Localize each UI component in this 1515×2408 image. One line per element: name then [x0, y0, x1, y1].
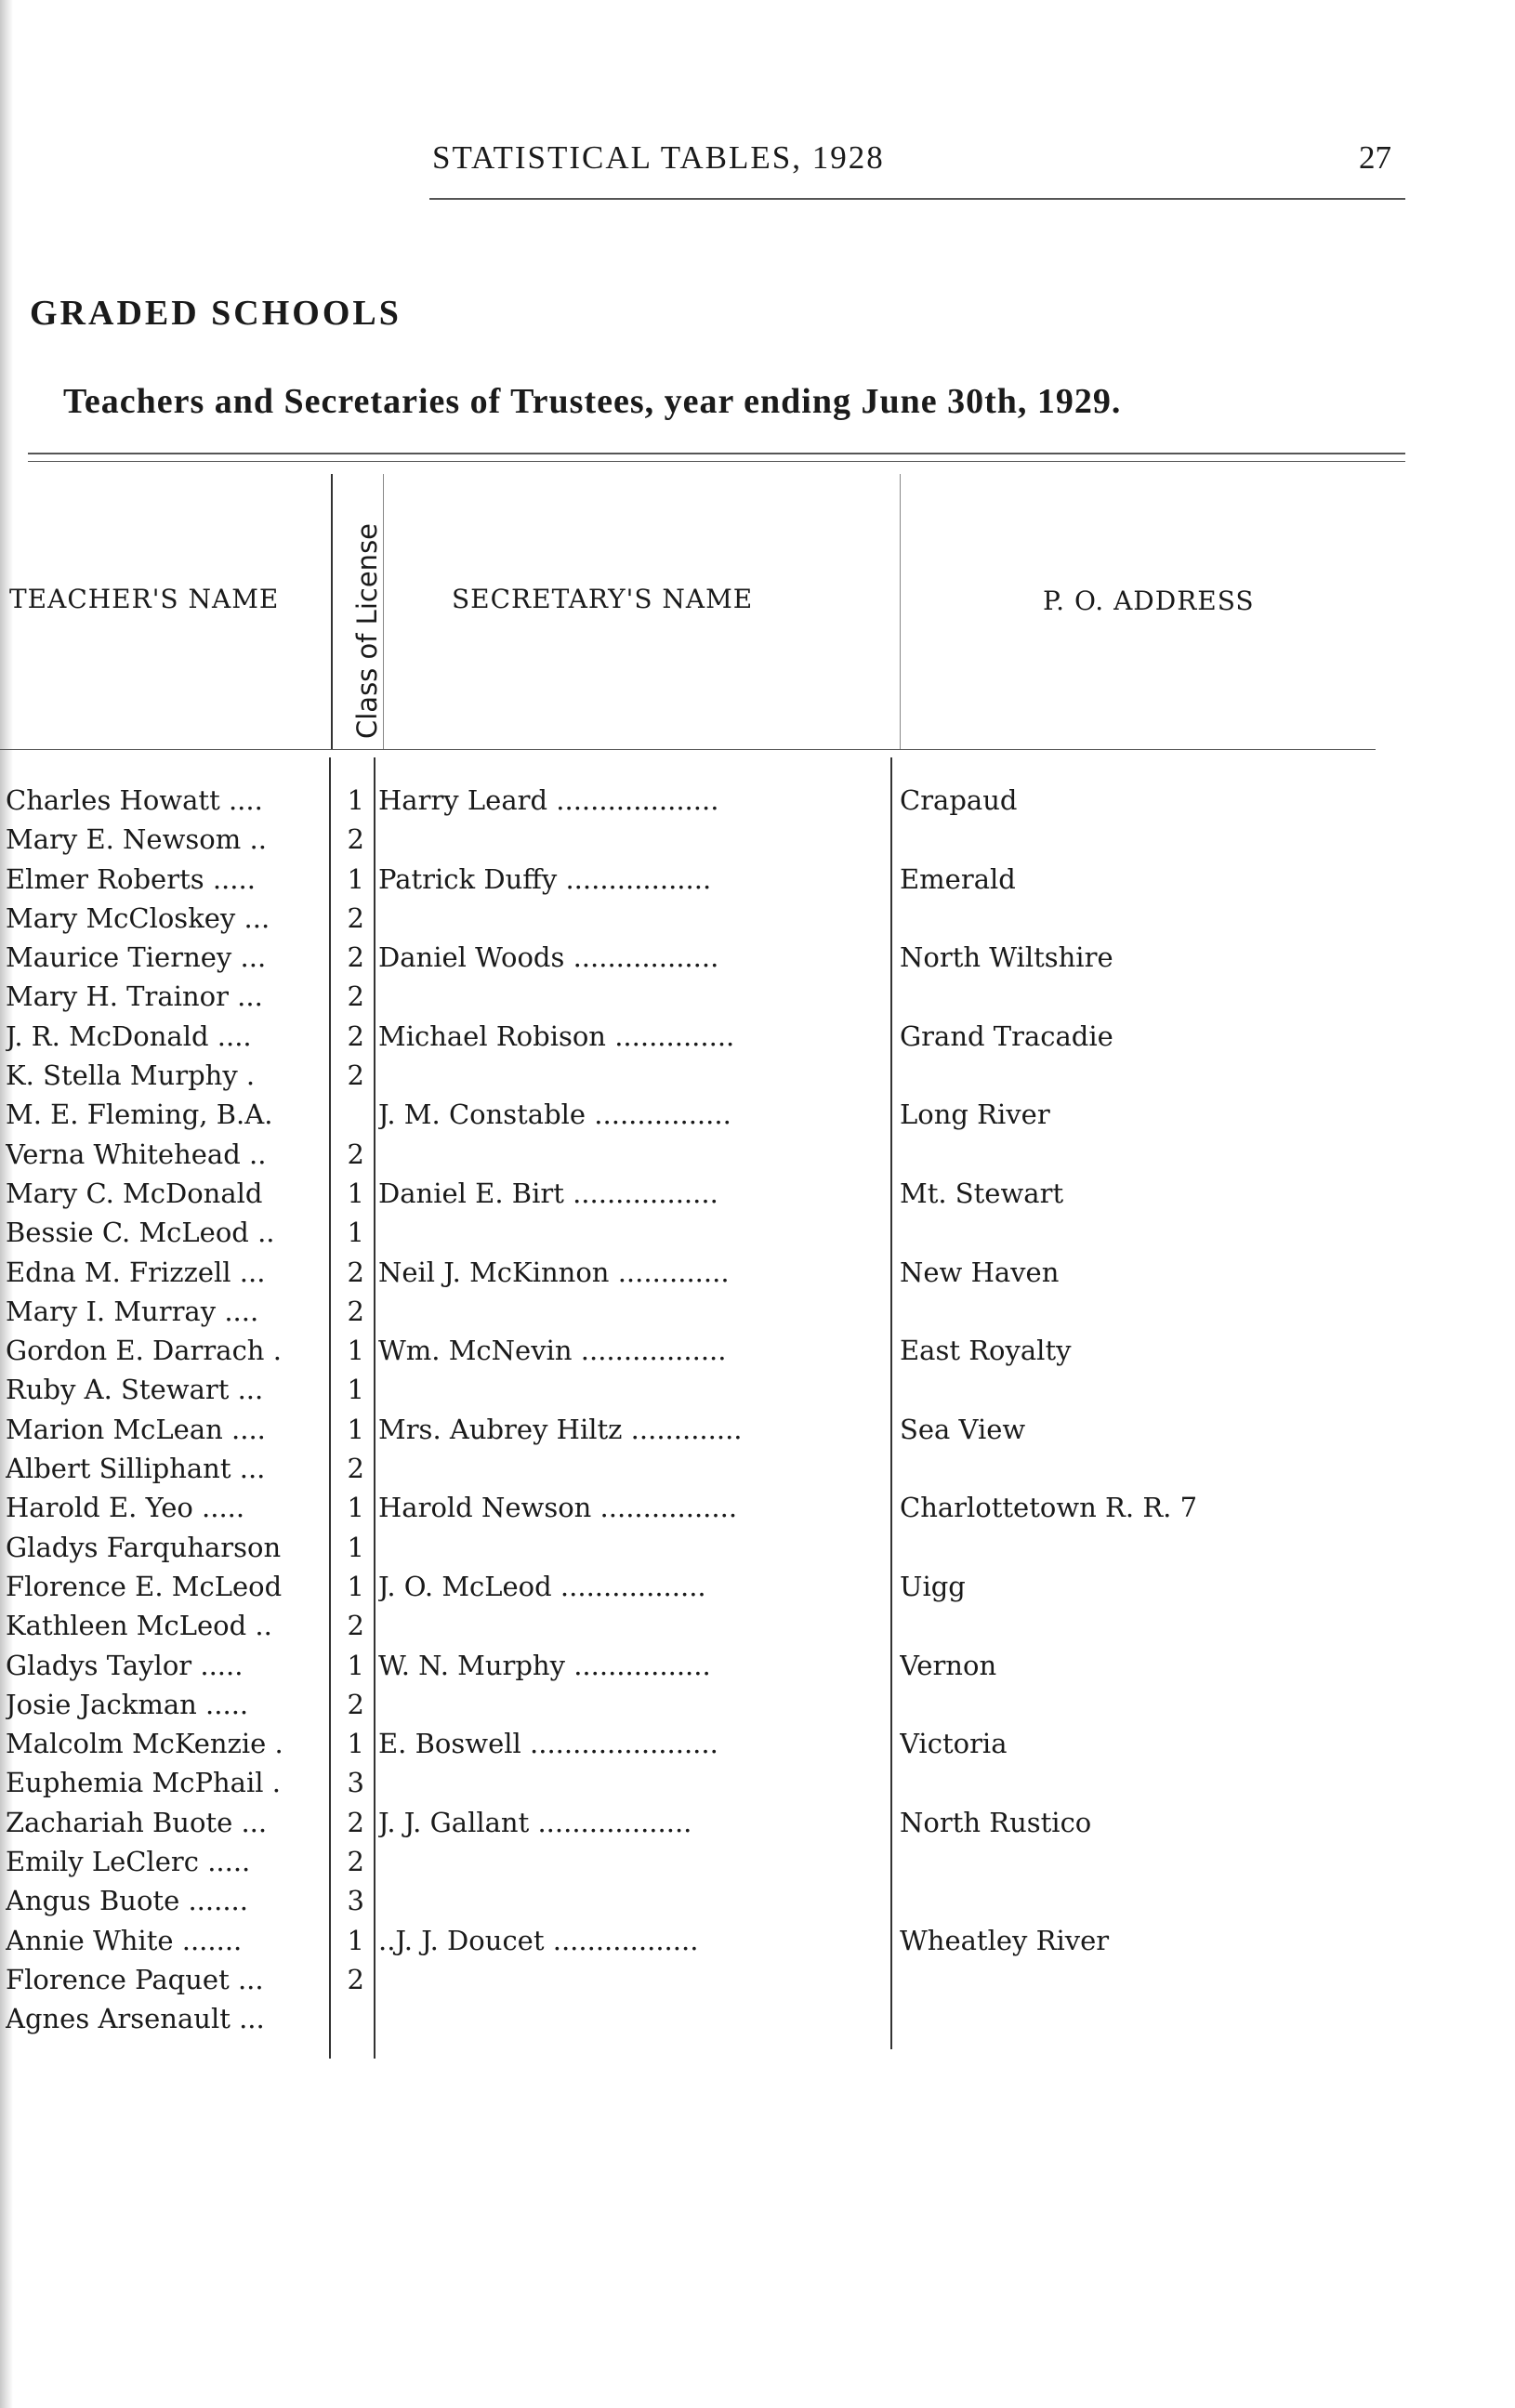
class-of-license-cell: 2	[347, 1020, 364, 1052]
teacher-name-cell: Kathleen McLeod ..	[6, 1610, 272, 1642]
secretary-name-cell: Daniel E. Birt .................	[378, 1177, 718, 1209]
table-row	[0, 1803, 1515, 1842]
teacher-name-cell: Bessie C. McLeod ..	[6, 1217, 275, 1249]
po-address-cell	[900, 1842, 1290, 1881]
secretary-name-cell: W. N. Murphy ................	[378, 1649, 711, 1681]
po-address-cell	[900, 1960, 1290, 1999]
class-of-license-cell: 1	[347, 1413, 364, 1445]
class-of-license-cell: 1	[347, 1177, 364, 1209]
teachers-table-body	[0, 781, 1515, 2039]
class-of-license-cell: 2	[347, 980, 364, 1013]
class-of-license-cell: 1	[347, 1335, 364, 1367]
teacher-name-cell: Mary McCloskey ...	[6, 901, 270, 934]
secretary-name-cell: Patrick Duffy .................	[378, 862, 712, 895]
class-of-license-cell: 1	[347, 1728, 364, 1760]
po-address-cell	[900, 1763, 1290, 1802]
class-of-license-cell: 1	[347, 1570, 364, 1602]
secretary-name-cell	[378, 1763, 885, 1802]
table-row	[0, 1763, 1515, 1802]
table-row	[0, 1646, 1515, 1685]
secretary-name-cell: Wm. McNevin .................	[378, 1335, 727, 1367]
class-of-license-cell: 1	[347, 862, 364, 895]
table-row	[0, 1253, 1515, 1292]
teacher-name-cell: M. E. Fleming, B.A.	[6, 1099, 273, 1131]
po-address-cell: Grand Tracadie	[900, 1020, 1113, 1052]
po-address-cell	[900, 899, 1290, 938]
po-address-cell	[900, 1213, 1290, 1252]
secretary-name-cell: J. J. Gallant ..................	[378, 1806, 692, 1838]
po-address-cell: Vernon	[900, 1649, 997, 1681]
class-of-license-cell: 2	[347, 1295, 364, 1327]
teacher-name-cell: K. Stella Murphy .	[6, 1059, 256, 1092]
running-head: STATISTICAL TABLES, 1928	[432, 139, 885, 176]
secretary-name-cell	[378, 1292, 885, 1331]
table-top-rule-2	[28, 461, 1405, 462]
class-of-license-cell: 2	[347, 823, 364, 856]
secretary-name-cell	[378, 977, 885, 1016]
po-address-cell: Victoria	[900, 1728, 1008, 1760]
po-address-cell	[900, 1056, 1290, 1095]
table-row	[0, 1999, 1515, 2038]
table-row	[0, 899, 1515, 938]
po-address-cell	[900, 820, 1290, 859]
class-of-license-cell: 1	[347, 1492, 364, 1524]
table-row	[0, 1488, 1515, 1527]
teacher-name-cell: Ruby A. Stewart ...	[6, 1374, 264, 1406]
class-of-license-cell: 3	[347, 1885, 364, 1917]
table-row	[0, 1213, 1515, 1252]
teacher-name-cell: Gordon E. Darrach .	[6, 1335, 282, 1367]
secretary-name-cell	[378, 1449, 885, 1488]
secretary-name-cell	[378, 1528, 885, 1567]
column-divider-3	[900, 474, 901, 749]
po-address-cell	[900, 1135, 1290, 1174]
secretary-name-cell: J. M. Constable ................	[378, 1099, 731, 1131]
teacher-name-cell: Gladys Farquharson	[6, 1531, 282, 1563]
class-of-license-cell: 2	[347, 1806, 364, 1838]
po-address-cell	[900, 977, 1290, 1016]
section-title: GRADED SCHOOLS	[30, 294, 402, 333]
class-of-license-cell: 2	[347, 1059, 364, 1092]
po-address-cell: East Royalty	[900, 1335, 1072, 1367]
class-of-license-cell: 1	[347, 1217, 364, 1249]
po-address-cell	[900, 1881, 1290, 1920]
secretary-name-cell: Harold Newson ................	[378, 1492, 738, 1524]
teacher-name-cell: Florence Paquet ...	[6, 1963, 264, 1995]
secretary-name-cell: Daniel Woods .................	[378, 941, 719, 974]
po-address-cell: Emerald	[900, 862, 1016, 895]
po-address-cell: Crapaud	[900, 784, 1018, 816]
page-number: 27	[1359, 139, 1391, 176]
teacher-name-cell: J. R. McDonald ....	[6, 1020, 252, 1052]
class-of-license-cell: 3	[347, 1767, 364, 1799]
po-address-cell: North Wiltshire	[900, 941, 1113, 974]
class-of-license-cell: 2	[347, 1610, 364, 1642]
secretary-name-cell	[378, 1606, 885, 1645]
table-row	[0, 1921, 1515, 1960]
class-of-license-cell: 1	[347, 1649, 364, 1681]
class-of-license-cell: 2	[347, 1256, 364, 1288]
po-address-cell	[900, 1999, 1290, 2038]
po-address-cell	[900, 1528, 1290, 1567]
column-divider-2	[383, 474, 384, 749]
secretary-name-cell	[378, 899, 885, 938]
po-address-cell	[900, 1292, 1290, 1331]
po-address-cell: Long River	[900, 1099, 1050, 1131]
table-row	[0, 1292, 1515, 1331]
teacher-name-cell: Agnes Arsenault ...	[6, 2003, 265, 2035]
table-row	[0, 820, 1515, 859]
po-address-cell	[900, 1370, 1290, 1409]
table-row	[0, 1017, 1515, 1056]
table-row	[0, 1606, 1515, 1645]
teacher-name-cell: Verna Whitehead ..	[6, 1138, 267, 1170]
class-of-license-cell	[327, 1095, 364, 1134]
table-row	[0, 1410, 1515, 1449]
class-of-license-cell: 2	[347, 1138, 364, 1170]
po-address-cell	[900, 1685, 1290, 1724]
table-row	[0, 860, 1515, 899]
po-address-cell: Uigg	[900, 1570, 966, 1602]
table-row	[0, 1685, 1515, 1724]
secretary-name-cell	[378, 1213, 885, 1252]
teacher-name-cell: Mary H. Trainor ...	[6, 980, 263, 1013]
po-address-cell: Charlottetown R. R. 7	[900, 1492, 1198, 1524]
table-row	[0, 1331, 1515, 1370]
secretary-name-cell: Michael Robison ..............	[378, 1020, 735, 1052]
class-of-license-cell: 2	[347, 901, 364, 934]
secretary-name-cell: Mrs. Aubrey Hiltz .............	[378, 1413, 743, 1445]
class-of-license-cell: 1	[347, 1531, 364, 1563]
table-row	[0, 781, 1515, 820]
table-row	[0, 1370, 1515, 1409]
table-row	[0, 938, 1515, 977]
secretary-name-cell	[378, 1135, 885, 1174]
teacher-name-cell: Malcolm McKenzie .	[6, 1728, 283, 1760]
table-top-rule	[28, 453, 1405, 454]
class-of-license-cell: 2	[347, 1453, 364, 1485]
teacher-name-cell: Mary I. Murray ....	[6, 1295, 259, 1327]
table-row	[0, 1881, 1515, 1920]
secretary-name-cell	[378, 1960, 885, 1999]
secretary-name-cell: J. O. McLeod .................	[378, 1570, 706, 1602]
table-row	[0, 1724, 1515, 1763]
class-of-license-cell: 2	[347, 1688, 364, 1720]
table-row	[0, 1842, 1515, 1881]
po-address-cell: Sea View	[900, 1413, 1026, 1445]
teacher-name-cell: Josie Jackman .....	[6, 1688, 249, 1720]
teacher-name-cell: Albert Silliphant ...	[6, 1453, 266, 1485]
class-of-license-cell: 1	[347, 784, 364, 816]
table-subtitle: Teachers and Secretaries of Trustees, year ending June 30th, 1929.	[63, 382, 1122, 421]
teacher-name-cell: Mary C. McDonald	[6, 1177, 263, 1209]
secretary-name-cell: Neil J. McKinnon .............	[378, 1256, 730, 1288]
po-address-cell: New Haven	[900, 1256, 1060, 1288]
class-of-license-cell: 1	[347, 1924, 364, 1956]
table-row	[0, 977, 1515, 1016]
secretary-name-header: SECRETARY'S NAME	[452, 584, 754, 614]
teacher-name-cell: Charles Howatt ....	[6, 784, 263, 816]
teacher-name-cell: Annie White .......	[6, 1924, 243, 1956]
po-address-cell	[900, 1606, 1290, 1645]
secretary-name-cell	[378, 1685, 885, 1724]
secretary-name-cell	[378, 1999, 885, 2038]
column-divider-1	[331, 474, 333, 749]
class-of-license-cell: 2	[347, 941, 364, 974]
teacher-name-cell: Gladys Taylor .....	[6, 1649, 244, 1681]
secretary-name-cell: ..J. J. Doucet .................	[378, 1924, 699, 1956]
teacher-name-cell: Angus Buote .......	[6, 1885, 248, 1917]
teacher-name-cell: Emily LeClerc .....	[6, 1846, 251, 1878]
header-rule	[429, 198, 1405, 200]
table-row	[0, 1449, 1515, 1488]
secretary-name-cell	[378, 1842, 885, 1881]
teacher-name-cell: Elmer Roberts .....	[6, 862, 256, 895]
table-row	[0, 1567, 1515, 1606]
class-of-license-cell: 1	[347, 1374, 364, 1406]
table-row	[0, 1174, 1515, 1213]
teacher-name-cell: Zachariah Buote ...	[6, 1806, 268, 1838]
secretary-name-cell	[378, 1881, 885, 1920]
class-of-license-cell: 2	[347, 1963, 364, 1995]
teacher-name-cell: Marion McLean ....	[6, 1413, 266, 1445]
teacher-name-cell: Mary E. Newsom ..	[6, 823, 267, 856]
table-row	[0, 1528, 1515, 1567]
table-row	[0, 1095, 1515, 1134]
teacher-name-cell: Euphemia McPhail .	[6, 1767, 281, 1799]
secretary-name-cell	[378, 820, 885, 859]
secretary-name-cell: E. Boswell ......................	[378, 1728, 718, 1760]
class-of-license-header: Class of License	[351, 522, 383, 739]
teacher-name-header: TEACHER'S NAME	[9, 584, 280, 614]
secretary-name-cell	[378, 1370, 885, 1409]
teacher-name-cell: Edna M. Frizzell ...	[6, 1256, 266, 1288]
teacher-name-cell: Florence E. McLeod	[6, 1570, 283, 1602]
po-address-cell: Mt. Stewart	[900, 1177, 1064, 1209]
teacher-name-cell: Maurice Tierney ...	[6, 941, 267, 974]
header-bottom-rule	[0, 749, 1376, 750]
secretary-name-cell	[378, 1056, 885, 1095]
po-address-cell: North Rustico	[900, 1806, 1092, 1838]
po-address-cell: Wheatley River	[900, 1924, 1110, 1956]
table-row	[0, 1056, 1515, 1095]
class-of-license-cell: 2	[347, 1846, 364, 1878]
table-row	[0, 1135, 1515, 1174]
secretary-name-cell: Harry Leard ...................	[378, 784, 719, 816]
teacher-name-cell: Harold E. Yeo .....	[6, 1492, 245, 1524]
table-row	[0, 1960, 1515, 1999]
po-address-cell	[900, 1449, 1290, 1488]
po-address-header: P. O. ADDRESS	[1043, 586, 1255, 616]
class-of-license-cell	[327, 1999, 364, 2038]
